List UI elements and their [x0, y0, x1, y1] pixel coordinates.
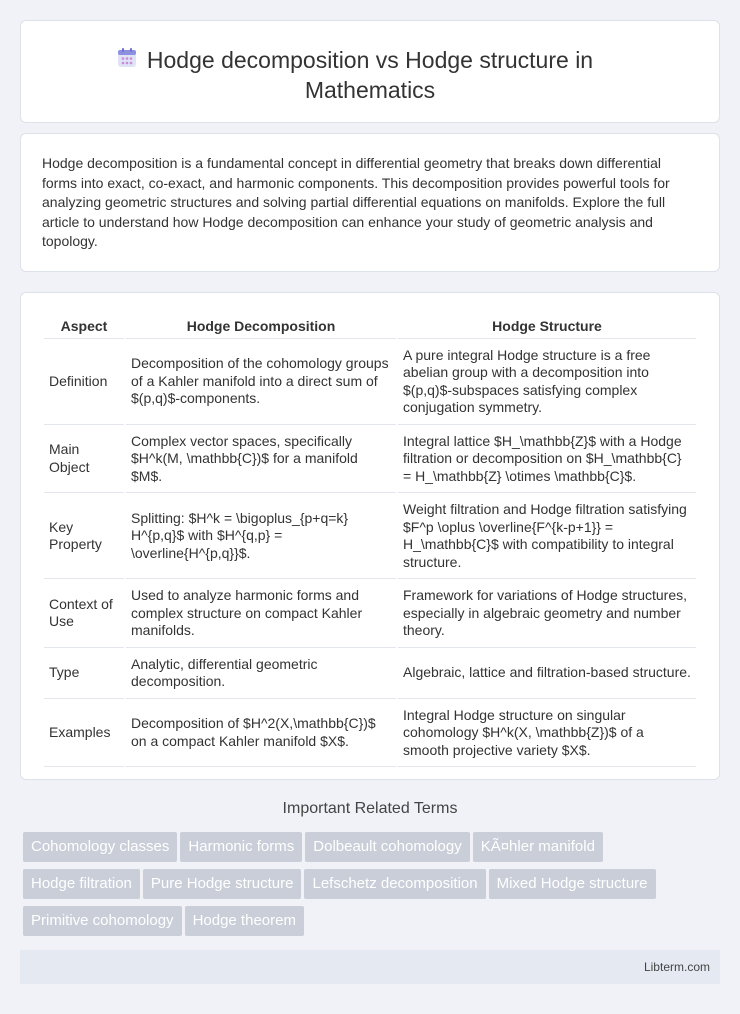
- page-title: [147, 45, 593, 105]
- related-term-tag[interactable]: KÃ¤hler manifold: [473, 832, 603, 862]
- table-row: [44, 649, 696, 699]
- header-hodge-decomposition: Hodge Decomposition: [126, 315, 396, 339]
- intro-card: [20, 133, 720, 272]
- row-decomposition: Complex vector spaces, specifically $H^k(M, \mathbb{C})$ for a manifold $M$.: [126, 426, 396, 494]
- row-structure: Framework for variations of Hodge structures, especially in algebraic geometry and number theory.: [398, 580, 696, 648]
- related-terms-title: Important Related Terms: [282, 800, 458, 817]
- table-row: [44, 700, 696, 768]
- row-structure: Integral Hodge structure on singular cohomology $H^k(X, \mathbb{Z})$ of a smooth projective variety $X$.: [398, 700, 696, 768]
- related-terms-list: [23, 832, 723, 943]
- row-aspect: Examples: [44, 700, 124, 768]
- row-structure: Algebraic, lattice and filtration-based structure.: [398, 649, 696, 699]
- row-structure: Integral lattice $H_\mathbb{Z}$ with a Hodge filtration or decomposition on $H_\mathbb{C} = H_\mathbb{Z} \otimes \mathbb{C}$.: [398, 426, 696, 494]
- table-header-row: [44, 315, 696, 339]
- related-term-tag[interactable]: Primitive cohomology: [23, 906, 182, 936]
- page-title-line2: Mathematics: [304, 77, 436, 103]
- related-term-tag[interactable]: Lefschetz decomposition: [304, 869, 485, 899]
- header-card: [20, 20, 720, 123]
- row-aspect: Context of Use: [44, 580, 124, 648]
- comparison-card: [20, 292, 720, 780]
- row-decomposition: Splitting: $H^k = \bigoplus_{p+q=k} H^{p,q}$ with $H^{q,p} = \overline{H^{p,q}}$.: [126, 494, 396, 579]
- row-decomposition: Decomposition of $H^2(X,\mathbb{C})$ on a compact Kahler manifold $X$.: [126, 700, 396, 768]
- footer: [20, 950, 720, 984]
- related-term-tag[interactable]: Hodge theorem: [185, 906, 304, 936]
- row-aspect: Type: [44, 649, 124, 699]
- row-decomposition: Used to analyze harmonic forms and complex structure on compact Kahler manifolds.: [126, 580, 396, 648]
- footer-brand-link[interactable]: Libterm.com: [643, 960, 710, 974]
- related-term-tag[interactable]: Cohomology classes: [23, 832, 177, 862]
- row-aspect: Definition: [44, 340, 124, 425]
- row-decomposition: Decomposition of the cohomology groups of a Kahler manifold into a direct sum of $(p,q)$-components.: [126, 340, 396, 425]
- row-aspect: Key Property: [44, 494, 124, 579]
- table-row: [44, 580, 696, 648]
- table-row: [44, 340, 696, 425]
- related-term-tag[interactable]: Pure Hodge structure: [143, 869, 302, 899]
- related-term-tag[interactable]: Mixed Hodge structure: [489, 869, 656, 899]
- row-structure: A pure integral Hodge structure is a free abelian group with a decomposition into $(p,q)$-subspaces satisfying complex conjugation symmetry.: [398, 340, 696, 425]
- table-row: [44, 426, 696, 494]
- intro-text: Hodge decomposition is a fundamental concept in differential geometry that breaks down differential forms into exact, co-exact, and harmonic components. This decomposition provides powerful tools for analyzing geometric structures and solving partial differential equations on manifolds. Explore the full article to understand how Hodge decomposition can enhance your study of geometric analysis and topology.: [42, 155, 670, 250]
- row-aspect: Main Object: [44, 426, 124, 494]
- related-term-tag[interactable]: Hodge filtration: [23, 869, 140, 899]
- table-row: [44, 494, 696, 579]
- row-structure: Weight filtration and Hodge filtration satisfying $F^p \oplus \overline{F^{k-p+1}} = H_\mathbb{C}$ with compatibility to integral structure.: [398, 494, 696, 579]
- related-term-tag[interactable]: Harmonic forms: [180, 832, 302, 862]
- related-term-tag[interactable]: Dolbeault cohomology: [305, 832, 469, 862]
- header-aspect: Aspect: [44, 315, 124, 339]
- header-hodge-structure: Hodge Structure: [398, 315, 696, 339]
- page-title-line1: Hodge decomposition vs Hodge structure in: [146, 47, 594, 73]
- comparison-table: [42, 314, 698, 768]
- row-decomposition: Analytic, differential geometric decomposition.: [126, 649, 396, 699]
